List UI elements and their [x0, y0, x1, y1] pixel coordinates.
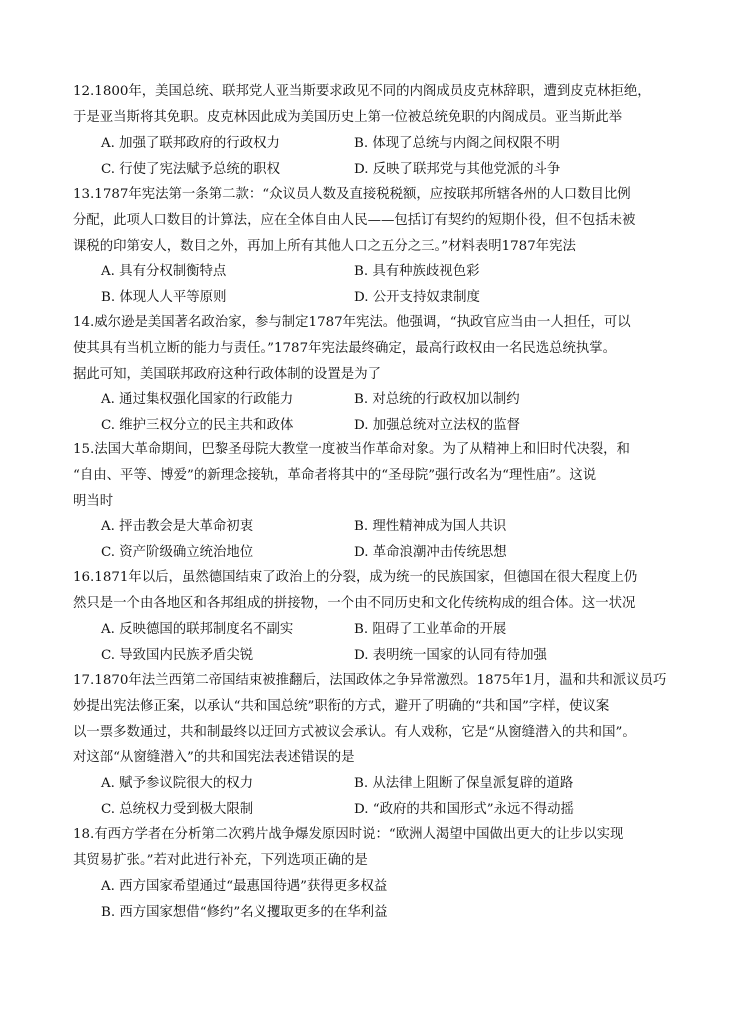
stem-line: 使其具有当机立断的能力与责任。”1787年宪法最终确定，最高行政权由一名民选总统执掌。 — [73, 340, 617, 356]
option-c: C. 导致国内民族矛盾尖锐 — [101, 647, 254, 663]
question-16-options — [101, 617, 701, 669]
stem-line: 妙提出宪法修正案，以承认“共和国总统”职衔的方式，避开了明确的“共和国”字样，使议案 — [73, 698, 610, 714]
option-a: A. 反映德国的联邦制度名不副实 — [101, 622, 294, 637]
option-d: D. 表明统一国家的认同有待加强 — [354, 647, 547, 663]
option-d: D. 革命浪潮冲击传统思想 — [354, 544, 507, 560]
option-d: D. 公开支持奴隶制度 — [354, 289, 480, 305]
option-b: B. 阻碍了工业革命的开展 — [354, 622, 507, 637]
option-b: B. 体现了总统与内阁之间权限不明 — [354, 136, 560, 151]
question-18-options — [101, 874, 701, 926]
option-a: A. 通过集权强化国家的行政能力 — [101, 392, 294, 407]
option-a: A. 西方国家希望通过“最惠国待遇”获得更多权益 — [101, 879, 388, 894]
option-c: C. 行使了宪法赋予总统的职权 — [101, 161, 280, 177]
stem-line: 14.威尔逊是美国著名政治家，参与制定1787年宪法。他强调，“执政官应当由一人担任，可以 — [73, 315, 631, 330]
stem-line: 16.1871年以后，虽然德国结束了政治上的分裂，成为统一的民族国家，但德国在很大程度上仍 — [73, 570, 638, 585]
question-15-options — [101, 514, 701, 566]
option-c: C. 总统权力受到极大限制 — [101, 801, 254, 817]
question-14-options — [101, 387, 701, 439]
stem-line: 对这部“从窗缝潜入”的共和国宪法表述错误的是 — [73, 750, 355, 766]
option-a: A. 抨击教会是大革命初衷 — [101, 519, 254, 534]
question-14-stem — [73, 310, 693, 387]
stem-line: 于是亚当斯将其免职。皮克林因此成为美国历史上第一位被总统免职的内阁成员。亚当斯此举 — [73, 109, 623, 125]
option-b: B. 从法律上阻断了保皇派复辟的道路 — [354, 776, 574, 791]
stem-line: 课税的印第安人，数目之外，再加上所有其他人口之五分之三。”材料表明1787年宪法 — [73, 238, 576, 254]
question-12-stem — [73, 79, 693, 131]
question-12-options — [101, 131, 701, 183]
option-d: D. 加强总统对立法权的监督 — [354, 417, 521, 433]
option-b: B. 西方国家想借“修约”名义攫取更多的在华利益 — [101, 904, 388, 920]
option-a: A. 加强了联邦政府的行政权力 — [101, 136, 280, 151]
question-13-options — [101, 259, 701, 311]
option-b: B. 对总统的行政权加以制约 — [354, 392, 520, 407]
stem-line: 明当时 — [73, 493, 114, 509]
option-a: A. 具有分权制衡特点 — [101, 264, 227, 279]
question-17-options — [101, 771, 701, 823]
stem-line: 13.1787年宪法第一条第二款：“众议员人数及直接税税额，应按联邦所辖各州的人口数目比例 — [73, 187, 631, 202]
option-d: D. “政府的共和国形式”永远不得动摇 — [354, 801, 574, 817]
stem-line: 其贸易扩张。”若对此进行补充，下列选项正确的是 — [73, 852, 368, 868]
stem-line: 以一票多数通过，共和制最终以迂回方式被议会承认。有人戏称，它是“从窗缝潜入的共和国”。 — [73, 724, 636, 740]
question-18-stem — [73, 822, 693, 874]
question-17-stem — [73, 668, 693, 771]
stem-line: 12.1800年，美国总统、联邦党人亚当斯要求政见不同的内阁成员皮克林辞职，遭到皮克林拒绝， — [73, 84, 651, 99]
stem-line: 分配，此项人口数目的计算法，应在全体自由人民——包括订有契约的短期仆役，但不包括未被 — [73, 212, 636, 228]
stem-line: 15.法国大革命期间，巴黎圣母院大教堂一度被当作革命对象。为了从精神上和旧时代决裂，和 — [73, 442, 630, 457]
stem-line: 18.有西方学者在分析第二次鸦片战争爆发原因时说：“欧洲人渴望中国做出更大的让步以实现 — [73, 827, 624, 842]
option-a: A. 赋予参议院很大的权力 — [101, 776, 254, 791]
stem-line: 17.1870年法兰西第二帝国结束被推翻后，法国政体之争异常激烈。1875年1月，温和共和派议员巧 — [73, 673, 667, 688]
option-c: C. 资产阶级确立统治地位 — [101, 544, 254, 560]
stem-line: 据此可知，美国联邦政府这种行政体制的设置是为了 — [73, 366, 381, 382]
stem-line: 然只是一个由各地区和各邦组成的拼接物，一个由不同历史和文化传统构成的组合体。这一状况 — [73, 595, 636, 611]
option-d: D. 反映了联邦党与其他党派的斗争 — [354, 161, 561, 177]
question-16-stem — [73, 565, 693, 617]
question-15-stem — [73, 437, 693, 514]
stem-line: “自由、平等、博爱”的新理念接轨，革命者将其中的“圣母院”强行改名为“理性庙”。这说 — [73, 467, 597, 483]
option-b: B. 理性精神成为国人共识 — [354, 519, 507, 534]
option-b: B. 具有种族歧视色彩 — [354, 264, 480, 279]
question-13-stem — [73, 182, 693, 259]
option-c: C. 维护三权分立的民主共和政体 — [101, 417, 294, 433]
option-c: B. 体现人人平等原则 — [101, 289, 227, 305]
